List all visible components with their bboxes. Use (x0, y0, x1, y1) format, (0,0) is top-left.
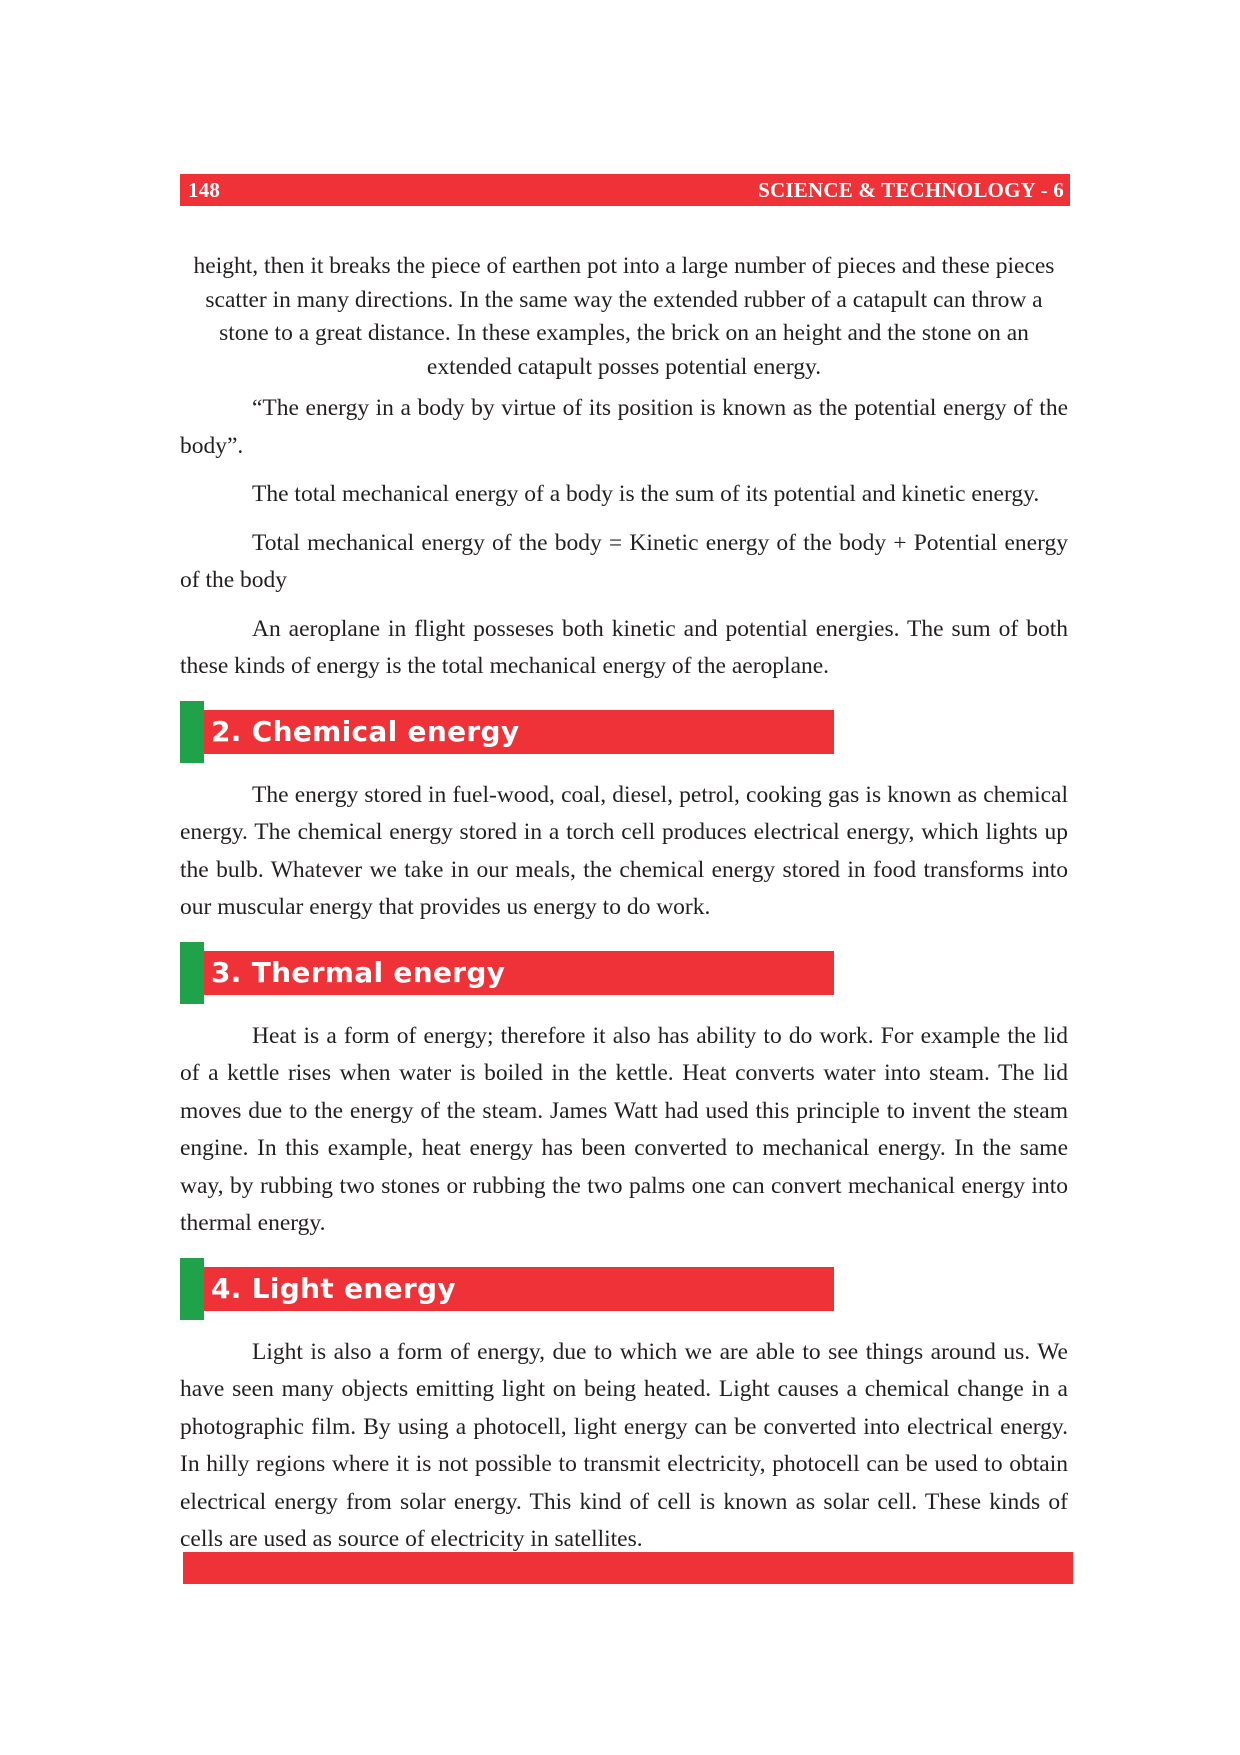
thermal-energy-paragraph: Heat is a form of energy; therefore it also has ability to do work. For example the lid of a kettle rises when water is boiled in the kettle. Heat converts water into steam. The lid moves due to the energy of the steam. James Watt had used this principle to invent the steam engine. In this example, heat energy has been converted to mechanical energy. In the same way, by rubbing two stones or rubbing the two palms one can convert mechanical energy into thermal energy. (180, 1022, 1068, 1236)
aeroplane-paragraph: An aeroplane in flight posseses both kinetic and potential energies. The sum of both these kinds of energy is the total mechanical energy of the aeroplane. (180, 615, 1068, 679)
heading-title: 3. Thermal energy (204, 951, 834, 995)
page-footer-bar (183, 1552, 1073, 1584)
book-title: SCIENCE & TECHNOLOGY - 6 (758, 177, 1064, 202)
heading-accent-bar (180, 942, 204, 1004)
total-mechanical-energy-statement: The total mechanical energy of a body is the sum of its potential and kinetic energy. (252, 481, 1040, 507)
heading-title: 4. Light energy (204, 1267, 834, 1311)
page-content (180, 250, 1068, 1570)
continuation-paragraph: height, then it breaks the piece of earthen pot into a large number of pieces and these pieces scatter in many directions. In the same way the extended rubber of a catapult can throw a stone to a great distance. In these examples, the brick on an height and the stone on an extended catapult posses potential energy. (193, 253, 1055, 380)
heading-title: 2. Chemical energy (204, 710, 834, 754)
page-number: 148 (188, 177, 221, 202)
chemical-energy-paragraph: The energy stored in fuel-wood, coal, diesel, petrol, cooking gas is known as chemical energy. The chemical energy stored in a torch cell produces electrical energy, which lights up the bulb. Whatever we take in our meals, the chemical energy stored in food transforms into our muscular energy that provides us energy to do work. (180, 781, 1068, 920)
light-energy-paragraph: Light is also a form of energy, due to which we are able to see things around us. We have seen many objects emitting light on being heated. Light causes a chemical change in a photographic film. By using a photocell, light energy can be converted into electrical energy. In hilly regions where it is not possible to transmit electricity, photocell can be used to obtain electrical energy from solar energy. This kind of cell is known as solar cell. These kinds of cells are used as source of electricity in satellites. (180, 1338, 1068, 1552)
mechanical-energy-formula: Total mechanical energy of the body = Kinetic energy of the body + Potential energy of the body (180, 529, 1068, 593)
section-heading-chemical-energy (180, 701, 1068, 763)
section-heading-light-energy (180, 1258, 1068, 1320)
section-heading-thermal-energy (180, 942, 1068, 1004)
heading-accent-bar (180, 1258, 204, 1320)
heading-accent-bar (180, 701, 204, 763)
potential-energy-definition: “The energy in a body by virtue of its position is known as the potential energy of the body”. (180, 395, 1068, 459)
page-header-bar (180, 174, 1070, 206)
